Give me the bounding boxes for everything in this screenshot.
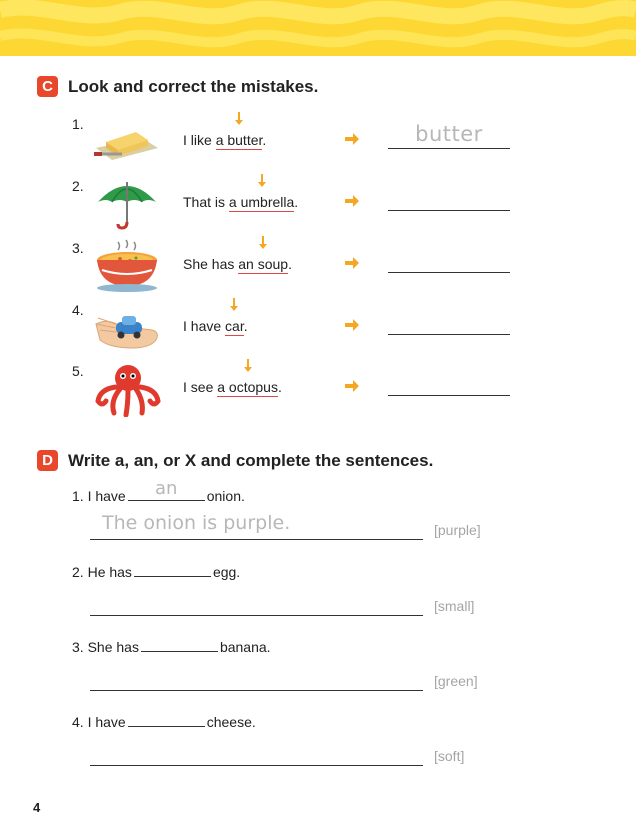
answer-line[interactable] [388, 272, 510, 273]
mistake-text: an soup [238, 256, 289, 272]
sentence [183, 318, 248, 334]
sentence-end: egg. [212, 564, 241, 580]
exercise-c-item [72, 176, 522, 236]
arrow-down-icon [258, 236, 268, 250]
item-number: 1. [72, 116, 84, 132]
exercise-d-question [72, 478, 245, 504]
arrow-right-icon [344, 318, 360, 332]
sentence-end: . [243, 318, 248, 334]
octopus-icon [92, 361, 162, 417]
exercise-d-question [72, 637, 271, 655]
sentence-start: I have [183, 318, 226, 334]
mistake-phrase [229, 194, 294, 212]
adjective-hint: [purple] [434, 522, 481, 538]
sentence-start: I have [87, 488, 126, 504]
mistake-text: a octopus [217, 379, 278, 395]
item-number: 3. [72, 240, 84, 256]
arrow-down-icon [243, 359, 253, 373]
section-c-badge: C [37, 76, 58, 97]
mistake-text: car [225, 318, 244, 334]
arrow-right-icon [344, 379, 360, 393]
sentence-start: I see [183, 379, 218, 395]
sentence-start: She has [87, 639, 139, 655]
answer-line[interactable] [388, 210, 510, 211]
answer-line[interactable] [388, 334, 510, 335]
arrow-down-icon [257, 174, 267, 188]
exercise-d-question [72, 712, 256, 730]
mistake-phrase [225, 318, 244, 336]
umbrella-icon [92, 176, 162, 232]
sentence-end: onion. [206, 488, 245, 504]
header-band [0, 0, 636, 56]
item-number: 4. [72, 302, 84, 318]
item-number: 3. [72, 639, 84, 655]
arrow-down-icon [229, 298, 239, 312]
sentence [183, 256, 292, 272]
sentence-line[interactable] [90, 765, 423, 766]
sentence-answer: The onion is purple. [102, 512, 291, 534]
item-number: 2. [72, 178, 84, 194]
sentence-line[interactable] [90, 539, 423, 540]
adjective-hint: [small] [434, 598, 475, 614]
arrow-down-icon [234, 112, 244, 126]
mistake-text: a butter [215, 132, 263, 148]
sentence-end: . [294, 194, 299, 210]
sentence-end: banana. [219, 639, 271, 655]
answer-text: butter [415, 122, 483, 146]
adjective-hint: [soft] [434, 748, 465, 764]
section-d-title: Write a, an, or X and complete the sentences. [68, 450, 434, 470]
arrow-right-icon [344, 132, 360, 146]
sentence-end: . [262, 132, 267, 148]
exercise-c-item [72, 238, 522, 298]
mistake-phrase [238, 256, 288, 274]
soup-icon [92, 238, 162, 294]
item-number: 2. [72, 564, 84, 580]
article-blank[interactable] [128, 712, 205, 727]
butter-icon [92, 114, 162, 170]
sentence-end: . [288, 256, 292, 272]
answer-line[interactable] [388, 395, 510, 396]
article-blank[interactable] [134, 562, 211, 577]
item-number: 1. [72, 488, 84, 504]
sentence [183, 194, 298, 210]
article-blank[interactable] [128, 478, 205, 501]
sentence-end: cheese. [206, 714, 256, 730]
sentence [183, 132, 266, 148]
sentence-end: . [277, 379, 282, 395]
page-number: 4 [33, 800, 41, 815]
item-number: 5. [72, 363, 84, 379]
blank-answer: an [154, 478, 178, 499]
sentence-start: I have [87, 714, 126, 730]
section-c-title: Look and correct the mistakes. [68, 76, 319, 96]
hand-car-icon [92, 300, 162, 356]
exercise-c-item [72, 114, 522, 174]
exercise-c-item [72, 361, 522, 421]
sentence-line[interactable] [90, 615, 423, 616]
arrow-right-icon [344, 256, 360, 270]
sentence-line[interactable] [90, 690, 423, 691]
exercise-d-question [72, 562, 240, 580]
section-d-badge: D [37, 450, 58, 471]
mistake-text: a umbrella [228, 194, 295, 210]
section-d-header [37, 450, 433, 471]
sentence [183, 379, 282, 395]
mistake-phrase [217, 379, 278, 397]
item-number: 4. [72, 714, 84, 730]
article-blank[interactable] [141, 637, 218, 652]
sentence-start: That is [183, 194, 229, 210]
exercise-c-item [72, 300, 522, 360]
sentence-start: He has [87, 564, 132, 580]
mistake-phrase [216, 132, 263, 150]
answer-line[interactable] [388, 148, 510, 149]
section-c-header [37, 76, 318, 97]
sentence-start: I like [183, 132, 216, 148]
sentence-start: She has [183, 256, 239, 272]
adjective-hint: [green] [434, 673, 478, 689]
arrow-right-icon [344, 194, 360, 208]
